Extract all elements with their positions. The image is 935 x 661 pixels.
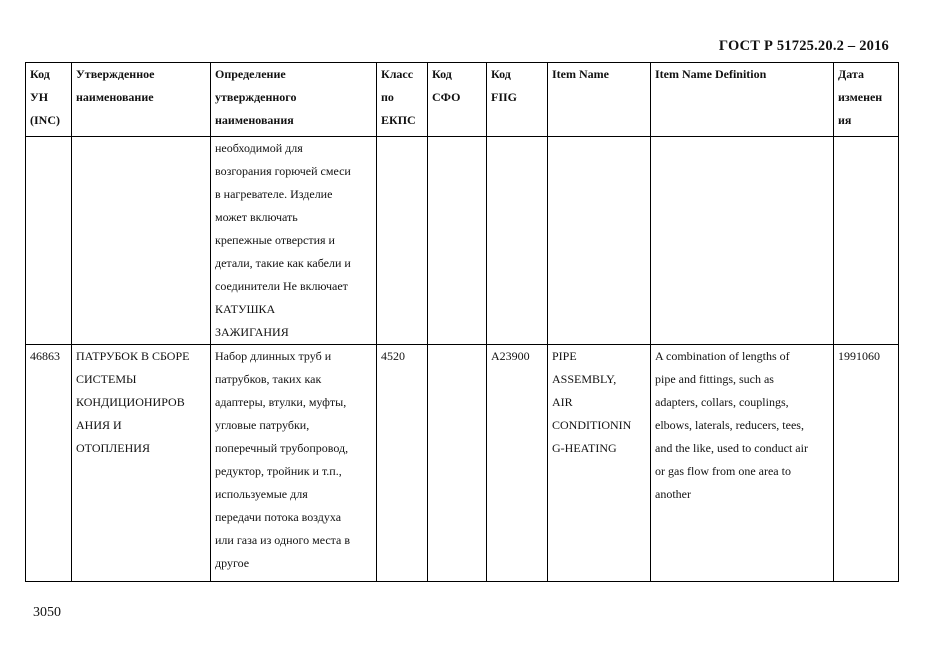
header-change-date: Дата изменен ия	[834, 63, 899, 137]
cell-item-name: PIPE ASSEMBLY, AIR CONDITIONIN G-HEATING	[548, 345, 651, 582]
cell-definition: Набор длинных труб и патрубков, таких как адаптеры, втулки, муфты, угловые патрубки, поперечный трубопровод, редуктор, тройник и т.п., используемые для передачи потока воздуха или газа из одного места в другое	[211, 345, 377, 582]
header-fiig-code: Код FIIG	[487, 63, 548, 137]
cell-fiig-code: A23900	[487, 345, 548, 582]
cell-item-name-definition: A combination of lengths of pipe and fittings, such as adapters, collars, couplings, elbows, laterals, reducers, tees, and the like, used to conduct air or gas flow from one area to another	[651, 345, 834, 582]
page-number: 3050	[33, 605, 61, 620]
cell-ekps-class	[377, 137, 428, 345]
cell-sfo-code	[428, 137, 487, 345]
cell-inc-code	[26, 137, 72, 345]
header-ekps-class: Класс по ЕКПС	[377, 63, 428, 137]
header-approved-name: Утвержденное наименование	[72, 63, 211, 137]
header-item-name-definition: Item Name Definition	[651, 63, 834, 137]
table-row	[26, 137, 899, 345]
catalog-table	[25, 62, 899, 582]
cell-definition: необходимой для возгорания горючей смеси в нагревателе. Изделие может включать крепежные отверстия и детали, такие как кабели и соединители Не включает КАТУШКА ЗАЖИГАНИЯ	[211, 137, 377, 345]
cell-inc-code: 46863	[26, 345, 72, 582]
cell-approved-name	[72, 137, 211, 345]
cell-change-date	[834, 137, 899, 345]
cell-fiig-code	[487, 137, 548, 345]
cell-item-name-definition	[651, 137, 834, 345]
table-header-row	[26, 63, 899, 137]
cell-approved-name: ПАТРУБОК В СБОРЕ СИСТЕМЫ КОНДИЦИОНИРОВ АНИЯ И ОТОПЛЕНИЯ	[72, 345, 211, 582]
document-standard-code: ГОСТ Р 51725.20.2 – 2016	[718, 38, 889, 54]
header-sfo-code: Код СФО	[428, 63, 487, 137]
table-row	[26, 345, 899, 582]
cell-change-date: 1991060	[834, 345, 899, 582]
header-item-name: Item Name	[548, 63, 651, 137]
header-definition: Определение утвержденного наименования	[211, 63, 377, 137]
cell-sfo-code	[428, 345, 487, 582]
header-inc-code: Код УН (INC)	[26, 63, 72, 137]
cell-item-name	[548, 137, 651, 345]
cell-ekps-class: 4520	[377, 345, 428, 582]
